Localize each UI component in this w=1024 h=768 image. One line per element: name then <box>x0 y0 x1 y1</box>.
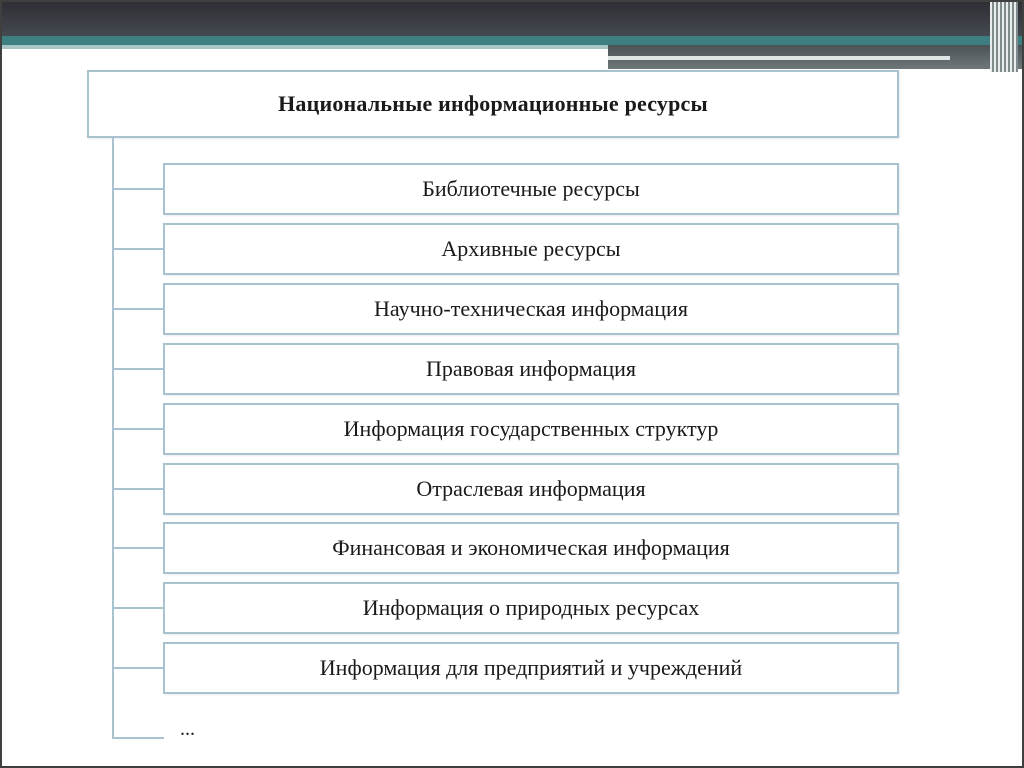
branch-line <box>112 737 164 739</box>
child-node-label: Информация для предприятий и учреждений <box>319 655 743 680</box>
child-node-label: Правовая информация <box>425 356 637 381</box>
child-node-label: Финансовая и экономическая информация <box>332 535 730 560</box>
branch-line <box>112 428 164 430</box>
branch-line <box>112 667 164 669</box>
branch-line <box>112 308 164 310</box>
branch-line <box>112 607 164 609</box>
child-node-government <box>163 403 899 455</box>
branch-line <box>112 547 164 549</box>
corner-decoration <box>990 2 1018 72</box>
child-node-label: Библиотечные ресурсы <box>422 176 640 201</box>
child-node-label: Архивные ресурсы <box>441 236 621 261</box>
more-items-ellipsis: ... <box>180 718 195 740</box>
header-accent-stripe <box>2 36 1024 45</box>
root-node <box>87 70 899 138</box>
branch-line <box>112 188 164 190</box>
root-node-label: Национальные информационные ресурсы <box>278 91 708 116</box>
child-node-natural <box>163 582 899 634</box>
child-node-scientific <box>163 283 899 335</box>
branch-line <box>112 368 164 370</box>
branch-line <box>112 248 164 250</box>
child-node-industry <box>163 463 899 515</box>
child-node-archive <box>163 223 899 275</box>
child-node-label: Научно-техническая информация <box>374 296 688 321</box>
branch-line <box>112 488 164 490</box>
child-node-financial <box>163 522 899 574</box>
child-node-legal <box>163 343 899 395</box>
child-node-label: Отраслевая информация <box>416 476 646 501</box>
header-band <box>2 2 1024 36</box>
child-node-library <box>163 163 899 215</box>
child-node-label: Информация о природных ресурсах <box>362 595 700 620</box>
header-right-highlight <box>608 56 950 60</box>
child-node-enterprise <box>163 642 899 694</box>
child-node-label: Информация государственных структур <box>343 416 719 441</box>
tree-trunk-line <box>112 138 114 738</box>
